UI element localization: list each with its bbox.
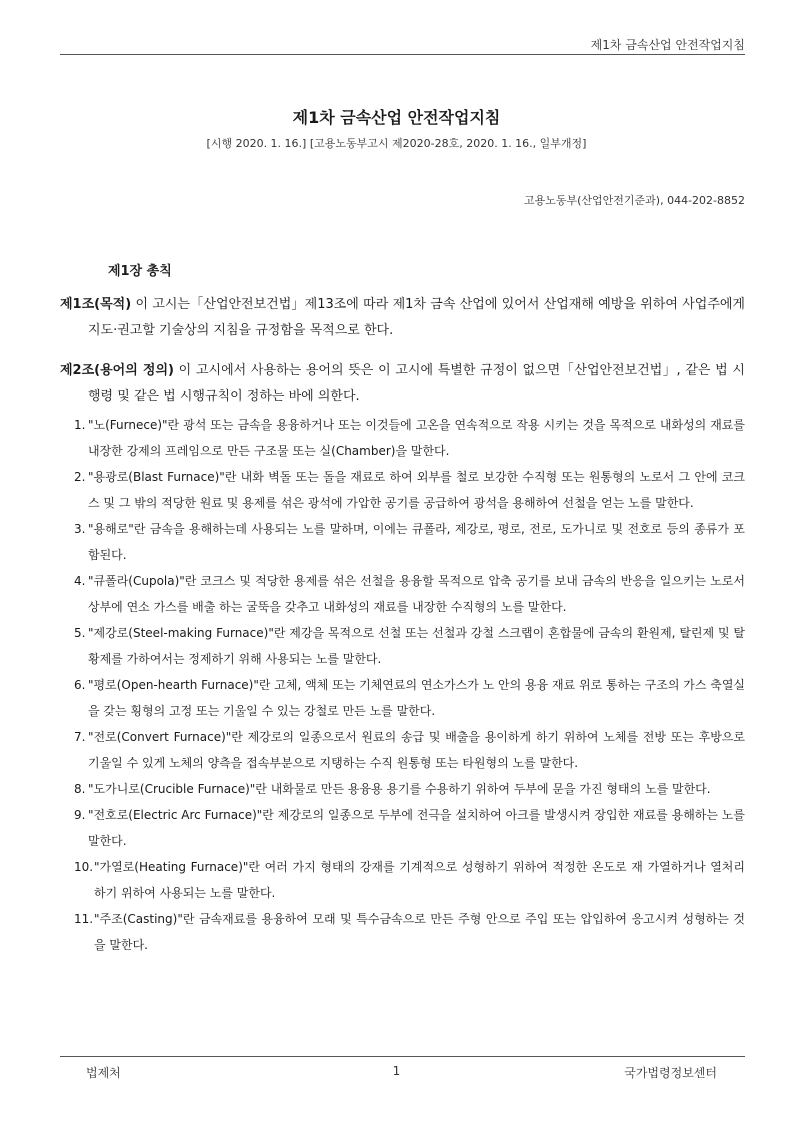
- list-item: [60, 620, 745, 672]
- item-number: 2.: [74, 470, 86, 484]
- article-heading: 제2조(용어의 정의): [60, 363, 174, 378]
- item-number: 3.: [74, 522, 86, 536]
- article-text: 이 고시는「산업안전보건법」제13조에 따라 제1차 금속 산업에 있어서 산업재해 예방을 위하여 사업주에게 지도·권고할 기술상의 지침을 규정함을 목적으로 한다.: [88, 297, 745, 338]
- list-item: [60, 412, 745, 464]
- item-text: "용광로(Blast Furnace)"란 내화 벽돌 또는 돌을 재료로 하여 외부를 철로 보강한 수직형 또는 원통형의 노로서 그 안에 코크스 및 그 밖의 적당한 원료 및 용제를 섞은 광석에 가압한 공기를 공급하여 광석을 용해하여 선철을 얻는 노를 말한다.: [88, 470, 745, 510]
- item-text: "도가니로(Crucible Furnace)"란 내화물로 만든 용융용 용기를 수용하기 위하여 두부에 문을 가진 형태의 노를 말한다.: [88, 782, 711, 796]
- chapter-heading: 제1장 총칙: [108, 264, 172, 279]
- item-number: 8.: [74, 782, 86, 796]
- item-number: 6.: [74, 678, 86, 692]
- item-text: "용해로"란 금속을 용해하는데 사용되는 노를 말하며, 이에는 큐폴라, 제강로, 평로, 전로, 도가니로 및 전호로 등의 종류가 포함된다.: [88, 522, 745, 562]
- item-number: 7.: [74, 730, 86, 744]
- item-text: "평로(Open-hearth Furnace)"란 고체, 액체 또는 기체연료의 연소가스가 노 안의 용융 재료 위로 통하는 구조의 가스 축열실을 갖는 횡형의 고정 또는 기울일 수 있는 강철로 만든 노를 말한다.: [88, 678, 746, 718]
- list-item: [60, 568, 745, 620]
- item-number: 5.: [74, 626, 86, 640]
- article-heading: 제1조(목적): [60, 297, 132, 312]
- item-text: "전로(Convert Furnace)"란 제강로의 일종으로서 원료의 송급 및 배출을 용이하게 하기 위하여 노체를 전방 또는 후방으로 기울일 수 있게 노체의 양측을 접속부분으로 지탱하는 수직 원통형 또는 타원형의 노를 말한다.: [88, 730, 745, 770]
- item-number: 4.: [74, 574, 86, 588]
- list-item: [60, 776, 745, 802]
- footer-source: 법제처: [86, 1066, 121, 1080]
- item-text: "전호로(Electric Arc Furnace)"란 제강로의 일종으로 두부에 전극을 설치하여 아크를 발생시켜 장입한 재료를 용해하는 노를 말한다.: [88, 808, 745, 848]
- article-text: 이 고시에서 사용하는 용어의 뜻은 이 고시에 특별한 규정이 없으면「산업안전보건법」, 같은 법 시행령 및 같은 법 시행규칙이 정하는 바에 의한다.: [88, 363, 745, 404]
- article-2: [60, 358, 745, 410]
- list-item: [60, 906, 745, 958]
- document-title: 제1차 금속산업 안전작업지침: [292, 108, 501, 127]
- definition-list: [60, 412, 745, 958]
- footer-divider: [60, 1056, 745, 1057]
- document-subtitle: [시행 2020. 1. 16.] [고용노동부고시 제2020-28호, 2020. 1. 16., 일부개정]: [206, 137, 587, 150]
- item-text: "제강로(Steel-making Furnace)"란 제강을 목적으로 선철 또는 선철과 강철 스크랩이 혼합물에 금속의 환원제, 탈린제 및 탈황제를 가하여서는 정제하기 위해 사용되는 노를 말한다.: [88, 626, 745, 666]
- list-item: [60, 802, 745, 854]
- footer-provider: 국가법령정보센터: [624, 1066, 717, 1080]
- page-number: 1: [392, 1064, 401, 1078]
- item-number: 11.: [74, 912, 94, 926]
- list-item: [60, 516, 745, 568]
- item-number: 1.: [74, 418, 86, 432]
- article-1: [60, 292, 745, 344]
- item-text: "주조(Casting)"란 금속재료를 용융하여 모래 및 특수금속으로 만든 주형 안으로 주입 또는 압입하여 응고시켜 성형하는 것을 말한다.: [94, 912, 745, 952]
- list-item: [60, 672, 745, 724]
- ministry-contact: 고용노동부(산업안전기준과), 044-202-8852: [523, 194, 745, 207]
- list-item: [60, 464, 745, 516]
- item-text: "큐폴라(Cupola)"란 코크스 및 적당한 용제를 섞은 선철을 용융할 목적으로 압축 공기를 보내 금속의 반응을 일으키는 노로서 상부에 연소 가스를 배출 하는 굴뚝을 갖추고 내화성의 재료를 내장한 수직형의 노를 말한다.: [88, 574, 745, 614]
- item-number: 9.: [74, 808, 86, 822]
- list-item: [60, 724, 745, 776]
- running-header: 제1차 금속산업 안전작업지침: [590, 38, 745, 52]
- list-item: [60, 854, 745, 906]
- item-text: "가열로(Heating Furnace)"란 여러 가지 형태의 강재를 기계적으로 성형하기 위하여 적정한 온도로 재 가열하거나 열처리하기 위하여 사용되는 노를 말한다.: [94, 860, 745, 900]
- item-text: "노(Furnece)"란 광석 또는 금속을 용융하거나 또는 이것들에 고온을 연속적으로 작용 시키는 것을 목적으로 내화성의 재료를 내장한 강제의 프레임으로 만든 구조물 또는 실(Chamber)을 말한다.: [88, 418, 745, 458]
- item-number: 10.: [74, 860, 94, 874]
- header-divider: [60, 54, 745, 55]
